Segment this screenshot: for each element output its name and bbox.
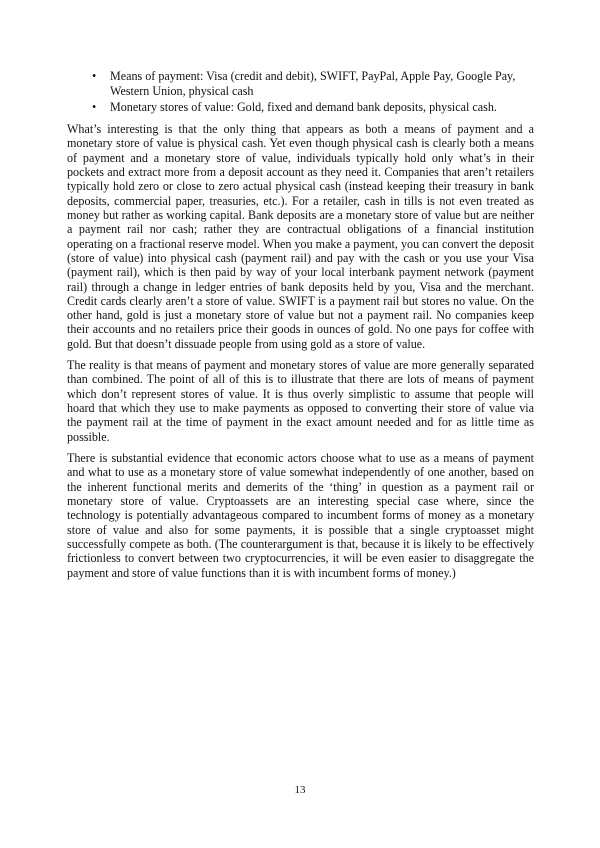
list-item — [67, 69, 534, 100]
bullet-text-monetary-stores: Monetary stores of value: Gold, fixed and demand bank deposits, physical cash. — [110, 99, 497, 114]
bullet-list — [67, 69, 534, 115]
bullet-icon: • — [92, 69, 97, 83]
paragraph-whats-interesting: What’s interesting is that the only thing that appears as both a means of payment and a monetary store of value is physical cash. Yet even though physical cash is clearly both a means of payment and a monetary store of value, individuals typically hold only what’s in their pockets and extract more from a deposit account as they need it. Companies that aren’t retailers typically hold zero or close to zero actual physical cash (instead keeping their treasury in bank deposits, commercial paper, treasuries, etc.). For a retailer, cash in tills is not even treated as money but rather as working capital. Bank deposits are a monetary store of value but are neither a payment rail nor cash; rather they are contractual obligations of a financial institution operating on a fractional reserve model. When you make a payment, you can convert the deposit (store of value) into physical cash (payment rail) and pay with the cash or you use your Visa (payment rail), which is then paid by way of your local interbank payment network (payment rail) through a change in ledger entries of bank deposits held by you, Visa and the merchant. Credit cards clearly aren’t a store of value. SWIFT is a payment rail but stores no value. On the other hand, gold is just a monetary store of value but not a payment rail. No companies keep their accounts and no retailers price their goods in ounces of gold. No one pays for coffee with gold. But that doesn’t dissuade people from using gold as a store of value. — [67, 121, 534, 351]
paragraph-substantial-evidence: There is substantial evidence that economic actors choose what to use as a means of payment and what to use as a monetary store of value somewhat independently of one another, based on the inherent functional merits and demerits of the ‘thing’ in question as a payment rail or monetary store of value. Cryptoassets are an interesting special case where, since the technology is potentially advantageous compared to incumbent forms of money as a monetary store of value and also for some payments, it is possible that a single cryptoasset might successfully compete as both. (The counterargument is that, because it is likely to be effectively frictionless to convert between two cryptocurrencies, it will be even easier to disaggregate the payment and store of value functions than it is with incumbent forms of money.) — [67, 451, 534, 580]
bullet-text-means-of-payment: Means of payment: Visa (credit and debit), SWIFT, PayPal, Apple Pay, Google Pay, Western Union, physical cash — [110, 69, 516, 99]
paragraph-the-reality: The reality is that means of payment and monetary stores of value are more generally separated than combined. The point of all of this is to illustrate that there are lots of means of payment which don’t represent stores of value. It is thus overly simplistic to assume that people will hoard that which they use to make payments as opposed to converting their store of value via the payment rail at the time of payment in the exact amount needed and for as little time as possible. — [67, 358, 534, 444]
page-number: 13 — [294, 784, 306, 796]
bullet-icon: • — [92, 99, 97, 114]
list-item — [67, 100, 534, 115]
